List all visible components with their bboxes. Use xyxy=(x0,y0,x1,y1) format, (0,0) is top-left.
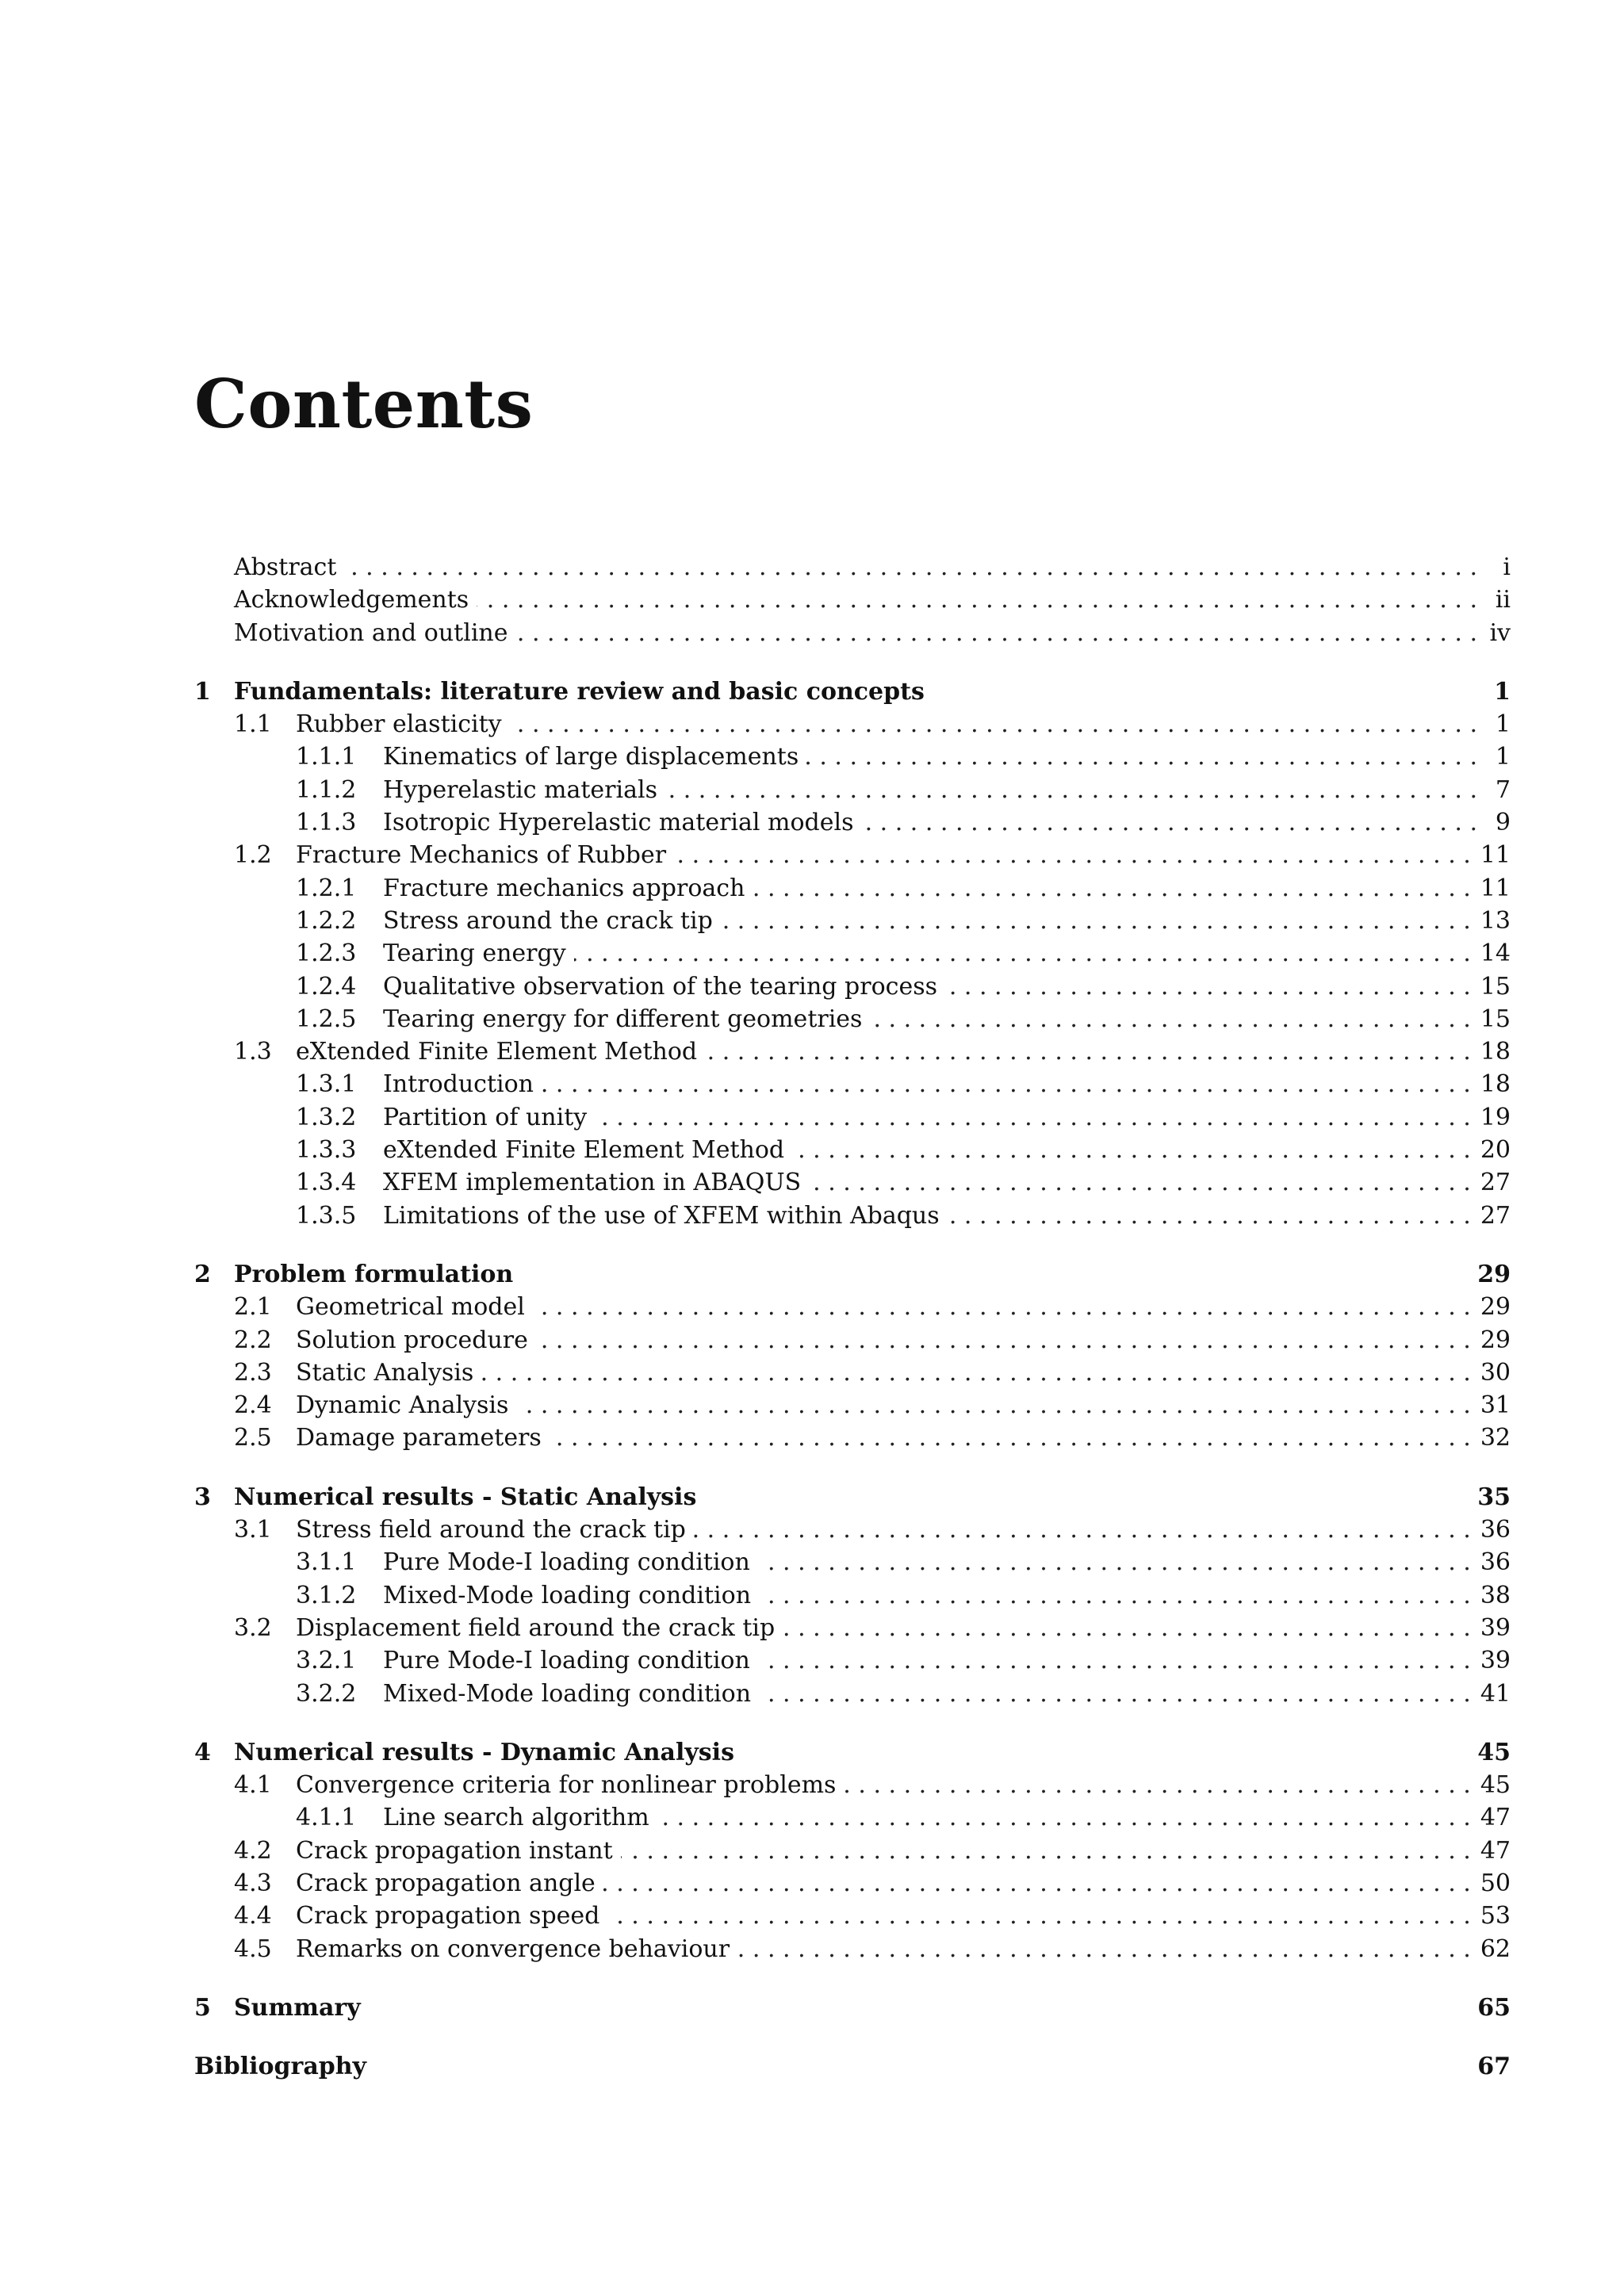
toc-entry-number: 4.5 xyxy=(234,1934,272,1963)
toc-entry-page-number: 45 xyxy=(1477,1738,1511,1766)
toc-dot-leader xyxy=(753,872,1470,905)
toc-entry-title: Fracture mechanics approach xyxy=(383,874,745,902)
toc-entry[interactable] xyxy=(194,1003,1511,1035)
toc-entry[interactable] xyxy=(194,1200,1511,1232)
toc-entry-number: 4.4 xyxy=(234,1902,272,1931)
toc-entry-page-number: 67 xyxy=(1477,2053,1511,2081)
toc-dot-leader xyxy=(806,740,1477,773)
toc-dot-leader xyxy=(621,1835,1471,1867)
toc-entry[interactable] xyxy=(194,774,1511,806)
toc-entry-title: Kinematics of large displacements xyxy=(383,743,799,771)
toc-entry[interactable] xyxy=(194,1736,1511,1769)
toc-entry-page-number: 29 xyxy=(1480,1293,1511,1322)
toc-entry-page-number: 65 xyxy=(1477,1993,1511,2022)
toc-entry[interactable] xyxy=(194,1134,1511,1166)
toc-dot-leader xyxy=(758,1546,1471,1578)
toc-entry-number: 1.2.1 xyxy=(296,874,357,902)
toc-entry[interactable] xyxy=(194,1291,1511,1323)
toc-entry-page-number: 39 xyxy=(1480,1613,1511,1642)
toc-entry-page-number: 18 xyxy=(1480,1038,1511,1066)
toc-entry-title: Fundamentals: literature review and basic concepts xyxy=(234,677,925,706)
table-of-contents xyxy=(194,551,1511,2083)
toc-entry-title: Problem formulation xyxy=(234,1260,514,1288)
toc-entry[interactable] xyxy=(194,937,1511,970)
toc-entry[interactable] xyxy=(194,1166,1511,1199)
toc-entry-title: eXtended Finite Element Method xyxy=(383,1136,785,1165)
toc-dot-leader xyxy=(948,1200,1471,1232)
toc-entry[interactable] xyxy=(194,806,1511,839)
toc-entry-page-number: 1 xyxy=(1495,710,1511,739)
toc-entry-number: 1.2.2 xyxy=(296,906,357,935)
page-title: Contents xyxy=(194,365,534,443)
toc-entry-page-number: 1 xyxy=(1494,677,1511,706)
toc-entry-page-number: 15 xyxy=(1480,972,1511,1001)
toc-entry-title: Hyperelastic materials xyxy=(383,775,657,804)
toc-entry-title: Crack propagation angle xyxy=(296,1869,596,1897)
toc-entry-page-number: i xyxy=(1503,553,1511,581)
toc-dot-leader xyxy=(783,1612,1471,1644)
toc-entry[interactable] xyxy=(194,740,1511,773)
toc-entry-page-number: 29 xyxy=(1480,1326,1511,1354)
toc-dot-leader xyxy=(510,708,1477,740)
toc-entry-title: Abstract xyxy=(234,553,337,581)
toc-dot-leader xyxy=(657,1801,1471,1834)
toc-entry-number: 1.2.5 xyxy=(296,1004,357,1033)
toc-entry-page-number: 7 xyxy=(1495,775,1511,804)
toc-entry-title: Partition of unity xyxy=(383,1103,588,1131)
toc-entry-title: Remarks on convergence behaviour xyxy=(296,1934,730,1963)
toc-entry-title: Solution procedure xyxy=(296,1326,528,1354)
toc-entry[interactable] xyxy=(194,1389,1511,1422)
toc-entry[interactable] xyxy=(194,1579,1511,1612)
toc-entry-page-number: 27 xyxy=(1480,1169,1511,1197)
toc-entry-page-number: 18 xyxy=(1480,1070,1511,1099)
toc-dot-leader xyxy=(945,970,1471,1003)
toc-entry-page-number: 13 xyxy=(1480,906,1511,935)
toc-entry-title: Pure Mode-I loading condition xyxy=(383,1647,750,1675)
toc-entry-number: 1.2.3 xyxy=(296,939,357,968)
toc-entry[interactable] xyxy=(194,1801,1511,1834)
toc-dot-leader xyxy=(759,1579,1471,1612)
toc-dot-leader xyxy=(861,806,1477,839)
toc-dot-leader xyxy=(721,905,1471,937)
toc-entry-title: Introduction xyxy=(383,1070,534,1099)
toc-dot-leader xyxy=(694,1513,1471,1546)
toc-entry-page-number: iv xyxy=(1489,618,1511,647)
toc-entry-page-number: 27 xyxy=(1480,1201,1511,1230)
toc-entry-page-number: 41 xyxy=(1480,1679,1511,1708)
toc-entry[interactable] xyxy=(194,1035,1511,1068)
toc-entry[interactable] xyxy=(194,1258,1511,1291)
toc-dot-leader xyxy=(737,1933,1471,1965)
toc-entry-page-number: 30 xyxy=(1480,1358,1511,1387)
toc-entry-page-number: 32 xyxy=(1480,1424,1511,1452)
toc-entry[interactable] xyxy=(194,1481,1511,1513)
toc-entry-page-number: 15 xyxy=(1480,1004,1511,1033)
toc-entry-page-number: 36 xyxy=(1480,1516,1511,1544)
toc-entry-title: Bibliography xyxy=(194,2053,366,2081)
toc-entry[interactable] xyxy=(194,2050,1511,2083)
toc-entry-title: Pure Mode-I loading condition xyxy=(383,1548,750,1577)
toc-entry-number: 3.1.2 xyxy=(296,1581,357,1609)
toc-entry-title: Mixed-Mode loading condition xyxy=(383,1581,752,1609)
toc-entry-title: Crack propagation speed xyxy=(296,1902,600,1931)
toc-entry-page-number: 20 xyxy=(1480,1136,1511,1165)
toc-entry-title: Limitations of the use of XFEM within Abaqus xyxy=(383,1201,940,1230)
toc-entry-title: Numerical results - Static Analysis xyxy=(234,1483,697,1511)
toc-dot-leader xyxy=(595,1101,1471,1134)
toc-entry-page-number: 35 xyxy=(1477,1483,1511,1511)
toc-entry[interactable] xyxy=(194,839,1511,871)
toc-entry-number: 1.3.5 xyxy=(296,1201,357,1230)
toc-entry[interactable] xyxy=(194,584,1511,616)
toc-entry[interactable] xyxy=(194,1357,1511,1389)
toc-dot-leader xyxy=(665,774,1477,806)
toc-entry-number: 1.3.4 xyxy=(296,1169,357,1197)
toc-entry[interactable] xyxy=(194,1900,1511,1932)
toc-entry[interactable] xyxy=(194,1678,1511,1710)
toc-entry-number: 1.1.3 xyxy=(296,809,357,837)
toc-dot-leader xyxy=(481,1357,1471,1389)
toc-entry[interactable] xyxy=(194,1992,1511,2024)
toc-entry-title: Stress around the crack tip xyxy=(383,906,713,935)
toc-entry[interactable] xyxy=(194,872,1511,905)
toc-entry[interactable] xyxy=(194,1546,1511,1578)
toc-entry-number: 1.3.3 xyxy=(296,1136,357,1165)
toc-entry[interactable] xyxy=(194,970,1511,1003)
toc-entry[interactable] xyxy=(194,675,1511,708)
toc-dot-leader xyxy=(515,617,1477,649)
toc-entry-title: Tearing energy xyxy=(383,939,566,968)
toc-entry-page-number: 62 xyxy=(1480,1934,1511,1963)
toc-entry-title: Summary xyxy=(234,1993,361,2022)
toc-entry-number: 3.2.1 xyxy=(296,1647,357,1675)
toc-entry-title: Fracture Mechanics of Rubber xyxy=(296,841,667,870)
toc-entry-title: Geometrical model xyxy=(296,1293,525,1322)
toc-entry-number: 2.1 xyxy=(234,1293,272,1322)
toc-entry-page-number: 31 xyxy=(1480,1391,1511,1420)
toc-dot-leader xyxy=(792,1134,1471,1166)
toc-dot-leader xyxy=(870,1003,1470,1035)
toc-entry-page-number: 53 xyxy=(1480,1902,1511,1931)
toc-dot-leader xyxy=(550,1422,1471,1454)
toc-entry-number: 1.3.2 xyxy=(296,1103,357,1131)
toc-dot-leader xyxy=(533,1291,1471,1323)
toc-entry-title: Numerical results - Dynamic Analysis xyxy=(234,1738,734,1766)
toc-entry-title: Damage parameters xyxy=(296,1424,542,1452)
toc-dot-leader xyxy=(603,1867,1471,1900)
toc-entry[interactable] xyxy=(194,1644,1511,1677)
toc-dot-leader xyxy=(542,1068,1471,1100)
toc-entry-number: 2.3 xyxy=(234,1358,272,1387)
toc-entry-number: 2 xyxy=(194,1260,211,1288)
toc-entry-number: 2.2 xyxy=(234,1326,272,1354)
toc-entry-number: 5 xyxy=(194,1993,211,2022)
toc-entry-number: 3.1 xyxy=(234,1516,272,1544)
toc-entry-title: XFEM implementation in ABAQUS xyxy=(383,1169,802,1197)
toc-dot-leader xyxy=(674,839,1471,871)
toc-entry[interactable] xyxy=(194,1513,1511,1546)
toc-entry[interactable] xyxy=(194,1324,1511,1357)
toc-dot-leader xyxy=(758,1644,1471,1677)
toc-entry-title: Qualitative observation of the tearing process xyxy=(383,972,937,1001)
toc-entry[interactable] xyxy=(194,1867,1511,1900)
toc-dot-leader xyxy=(705,1035,1471,1068)
toc-entry-page-number: 9 xyxy=(1495,809,1511,837)
toc-entry-number: 4.2 xyxy=(234,1836,272,1865)
toc-entry-title: Stress field around the crack tip xyxy=(296,1516,686,1544)
toc-entry-number: 1.1.1 xyxy=(296,743,357,771)
toc-dot-leader xyxy=(844,1769,1470,1801)
toc-entry[interactable] xyxy=(194,551,1511,584)
toc-entry[interactable] xyxy=(194,1612,1511,1644)
toc-dot-leader xyxy=(516,1389,1470,1422)
toc-entry-page-number: 45 xyxy=(1480,1771,1511,1800)
toc-entry-page-number: 39 xyxy=(1480,1647,1511,1675)
toc-entry-page-number: 1 xyxy=(1495,743,1511,771)
toc-entry-number: 1.1 xyxy=(234,710,272,739)
toc-entry[interactable] xyxy=(194,905,1511,937)
toc-entry-number: 1 xyxy=(194,677,211,706)
toc-entry-page-number: 11 xyxy=(1480,874,1511,902)
toc-entry-page-number: 19 xyxy=(1480,1103,1511,1131)
toc-entry-page-number: ii xyxy=(1495,586,1511,614)
toc-entry-number: 1.2 xyxy=(234,841,272,870)
toc-entry-title: Displacement field around the crack tip xyxy=(296,1613,776,1642)
toc-entry[interactable] xyxy=(194,617,1511,649)
toc-entry-page-number: 47 xyxy=(1480,1804,1511,1832)
toc-dot-leader xyxy=(536,1324,1471,1357)
toc-entry[interactable] xyxy=(194,1068,1511,1100)
toc-entry-number: 1.1.2 xyxy=(296,775,357,804)
toc-dot-leader xyxy=(607,1900,1470,1932)
toc-entry-title: Tearing energy for different geometries xyxy=(383,1004,863,1033)
toc-entry-page-number: 11 xyxy=(1480,841,1511,870)
toc-entry-page-number: 29 xyxy=(1477,1260,1511,1288)
toc-entry[interactable] xyxy=(194,1101,1511,1134)
toc-entry-number: 3 xyxy=(194,1483,211,1511)
toc-entry-title: eXtended Finite Element Method xyxy=(296,1038,698,1066)
toc-entry-page-number: 50 xyxy=(1480,1869,1511,1897)
toc-entry-number: 4.3 xyxy=(234,1869,272,1897)
toc-dot-leader xyxy=(477,584,1477,616)
toc-dot-leader xyxy=(759,1678,1471,1710)
toc-entry-title: Mixed-Mode loading condition xyxy=(383,1679,752,1708)
toc-entry-page-number: 47 xyxy=(1480,1836,1511,1865)
toc-dot-leader xyxy=(344,551,1477,584)
toc-entry-number: 3.1.1 xyxy=(296,1548,357,1577)
toc-entry-number: 3.2 xyxy=(234,1613,272,1642)
toc-entry-page-number: 38 xyxy=(1480,1581,1511,1609)
toc-entry-title: Isotropic Hyperelastic material models xyxy=(383,809,854,837)
toc-entry-title: Crack propagation instant xyxy=(296,1836,613,1865)
toc-dot-leader xyxy=(574,937,1471,970)
toc-entry-number: 4.1.1 xyxy=(296,1804,357,1832)
toc-entry-title: Line search algorithm xyxy=(383,1804,649,1832)
toc-entry-page-number: 14 xyxy=(1480,939,1511,968)
toc-entry-title: Dynamic Analysis xyxy=(296,1391,509,1420)
toc-entry[interactable] xyxy=(194,1933,1511,1965)
toc-entry-number: 1.2.4 xyxy=(296,972,357,1001)
toc-dot-leader xyxy=(809,1166,1471,1199)
toc-entry[interactable] xyxy=(194,1769,1511,1801)
toc-entry-number: 2.4 xyxy=(234,1391,272,1420)
toc-entry-number: 1.3 xyxy=(234,1038,272,1066)
toc-entry-number: 4 xyxy=(194,1738,211,1766)
toc-entry-title: Static Analysis xyxy=(296,1358,474,1387)
toc-entry-title: Motivation and outline xyxy=(234,618,508,647)
toc-entry-title: Acknowledgements xyxy=(234,586,469,614)
toc-entry-title: Convergence criteria for nonlinear problems xyxy=(296,1771,837,1800)
toc-entry[interactable] xyxy=(194,1422,1511,1454)
toc-entry-title: Rubber elasticity xyxy=(296,710,502,739)
toc-entry[interactable] xyxy=(194,1835,1511,1867)
toc-entry-number: 1.3.1 xyxy=(296,1070,357,1099)
toc-entry-number: 2.5 xyxy=(234,1424,272,1452)
toc-entry-number: 3.2.2 xyxy=(296,1679,357,1708)
toc-entry[interactable] xyxy=(194,708,1511,740)
toc-entry-number: 4.1 xyxy=(234,1771,272,1800)
toc-entry-page-number: 36 xyxy=(1480,1548,1511,1577)
